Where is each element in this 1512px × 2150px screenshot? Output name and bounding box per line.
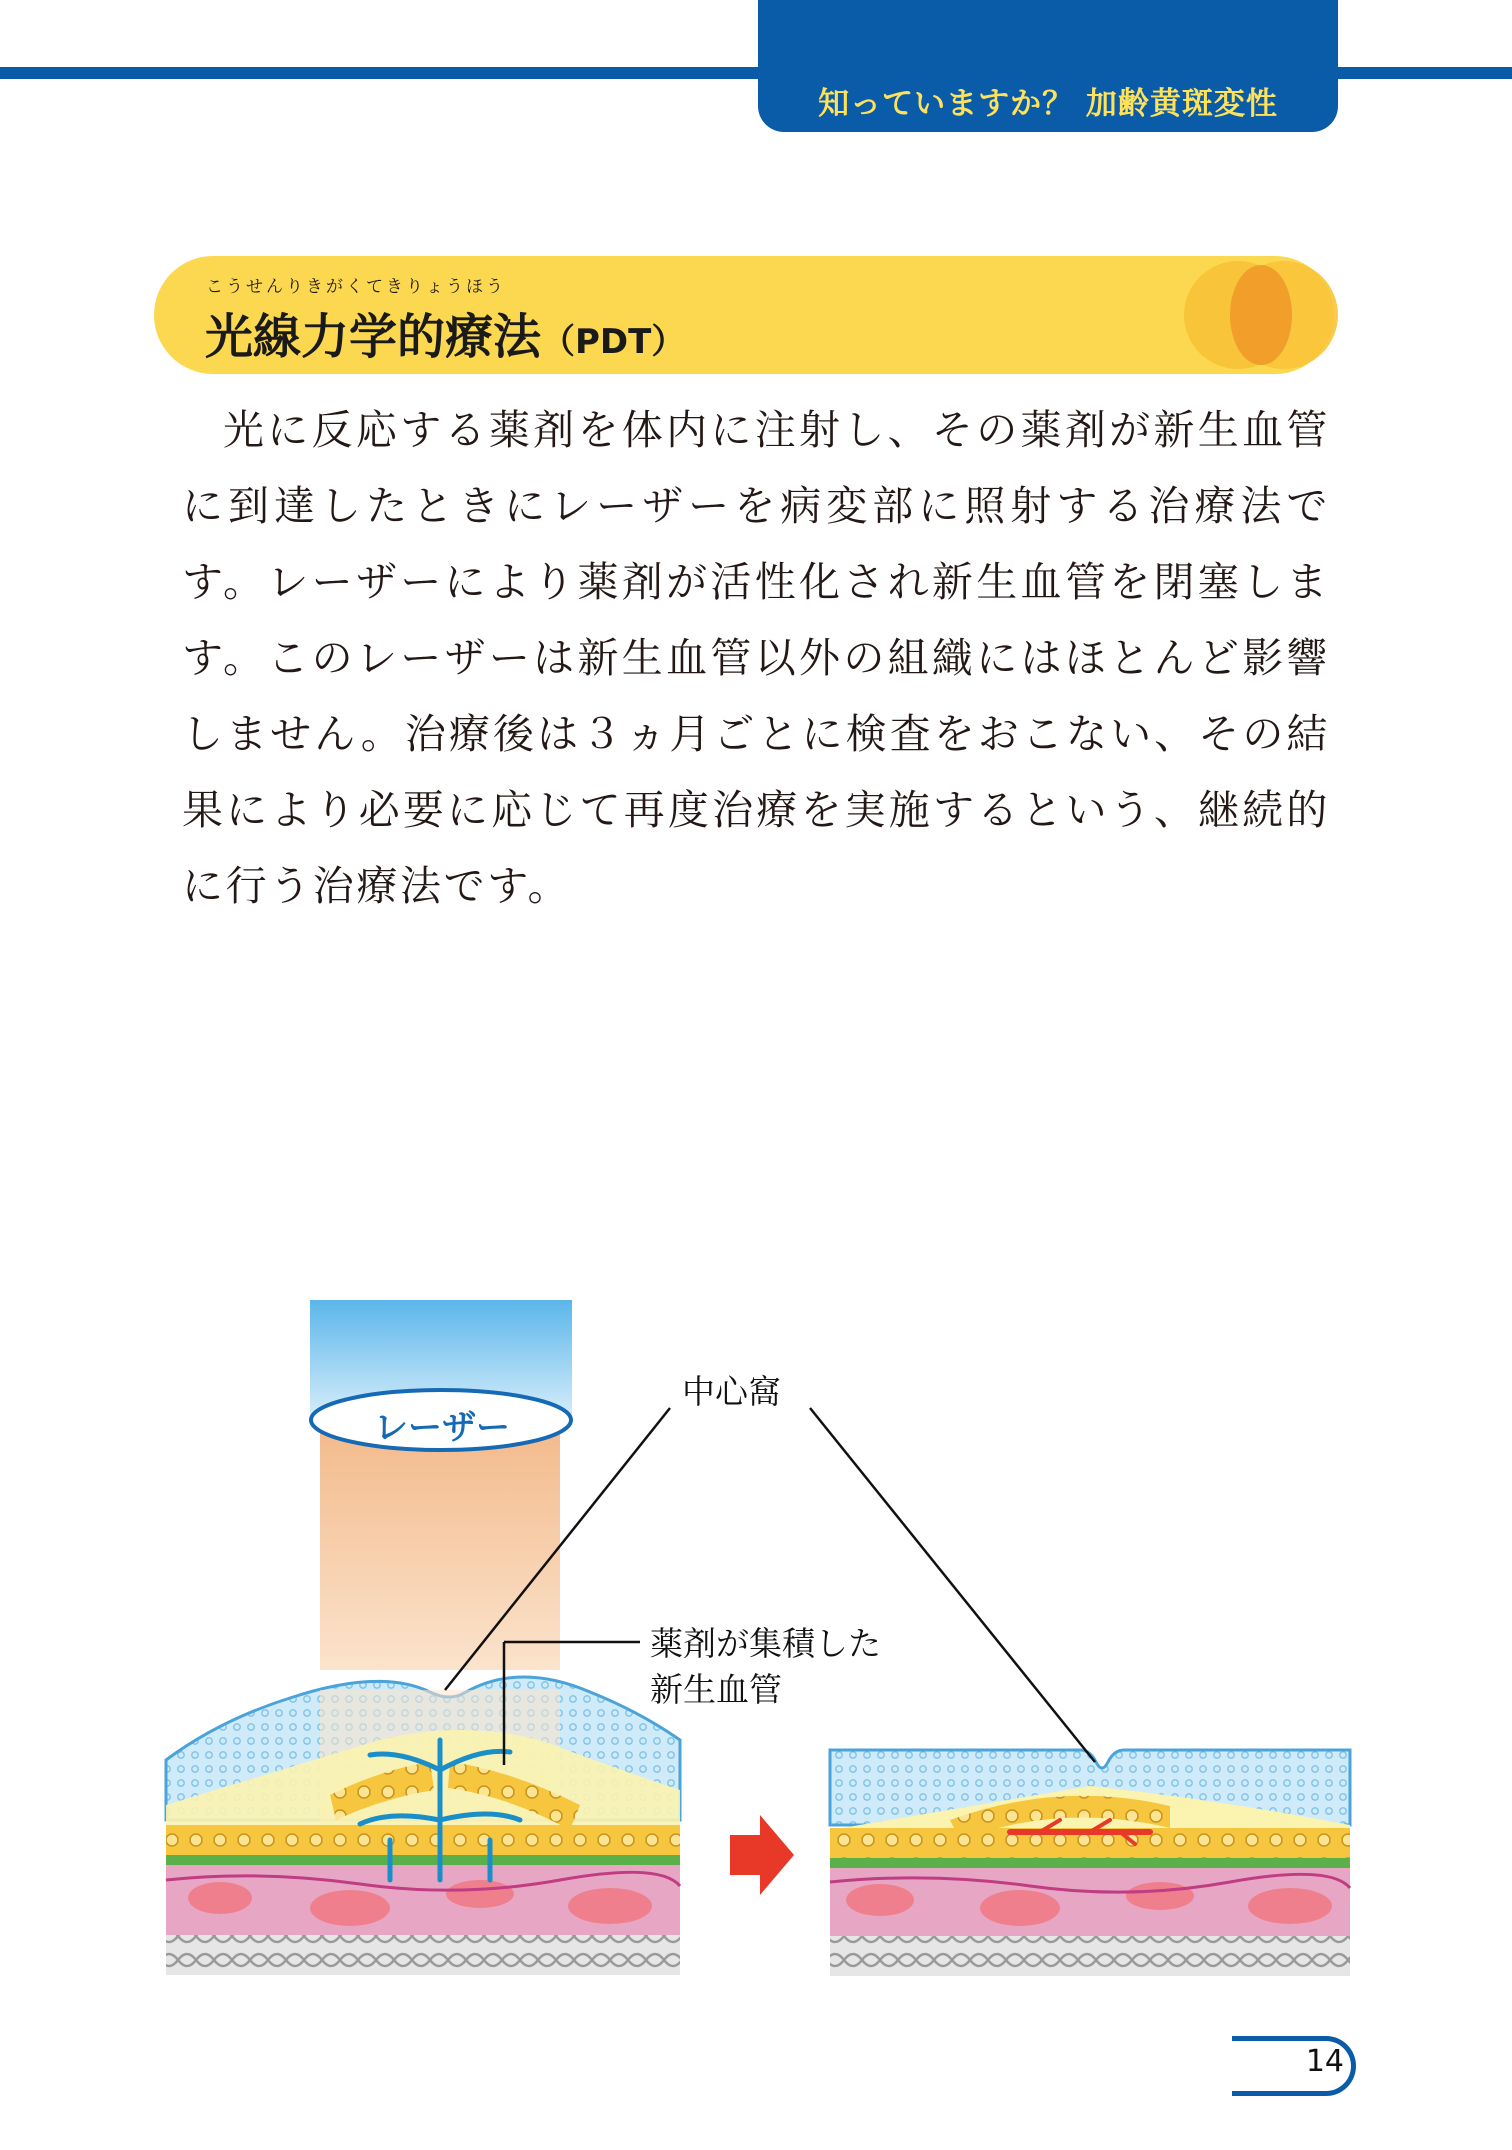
decorative-circles-icon	[1180, 256, 1340, 374]
retina-before	[166, 1677, 680, 1975]
vessel-label-line2: 新生血管	[650, 1670, 782, 1709]
laser-label: レーザー	[374, 1408, 510, 1448]
laser-beam	[320, 1420, 560, 1670]
header-tab	[758, 0, 1338, 132]
vessel-label-line1: 薬剤が集積した	[650, 1624, 881, 1663]
fovea-label: 中心窩	[682, 1372, 781, 1411]
header-title: 知っていますか？ 加齢黄斑変性	[818, 86, 1278, 122]
arrow-right-icon	[730, 1815, 794, 1895]
section-title-suffix: （PDT）	[541, 322, 686, 362]
pdt-figure	[160, 1300, 1360, 2000]
section-title-ruby: こうせんりきがくてきりょうほう	[206, 277, 506, 297]
fovea-leader-line-right	[810, 1408, 1095, 1762]
section-title	[205, 298, 685, 367]
page-number: 14	[1305, 2044, 1344, 2079]
section-title-main: 光線力学的療法	[205, 309, 542, 365]
body-paragraph: 光に反応する薬剤を体内に注射し、その薬剤が新生血管に到達したときにレーザーを病変部に照射する治療法です。レーザーにより薬剤が活性化され新生血管を閉塞します。このレーザーは新生血管以外の組織にはほとんど影響しません。治療後は３ヵ月ごとに検査をおこない、その結果により必要に応じて再度治療を実施するという、継続的に行う治療法です。	[182, 406, 1330, 910]
retina-after	[830, 1750, 1350, 1976]
